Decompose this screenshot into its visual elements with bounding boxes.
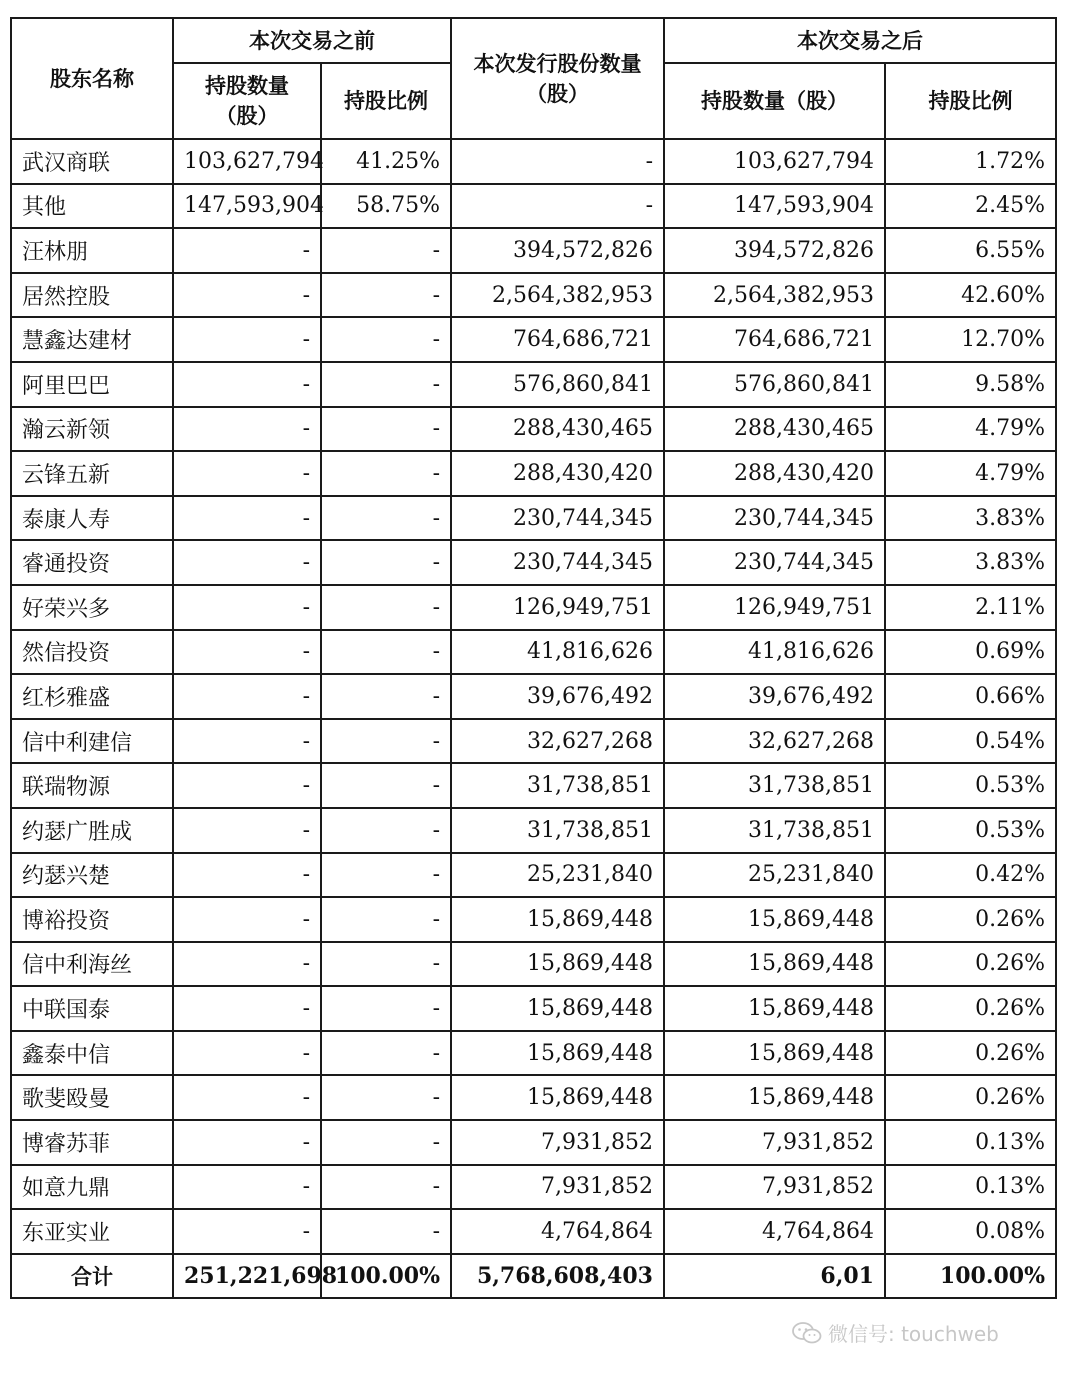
table-row bbox=[11, 585, 1056, 630]
cell-before-ratio: - bbox=[321, 540, 451, 585]
cell-before-ratio: - bbox=[321, 1165, 451, 1210]
table-row bbox=[11, 362, 1056, 407]
cell-after-ratio: 42.60% bbox=[885, 273, 1056, 318]
cell-name: 如意九鼎 bbox=[11, 1165, 173, 1210]
cell-name: 瀚云新领 bbox=[11, 407, 173, 452]
cell-name: 红杉雅盛 bbox=[11, 674, 173, 719]
table-row bbox=[11, 1075, 1056, 1120]
cell-issued: 7,931,852 bbox=[451, 1120, 664, 1165]
cell-after-ratio: 0.42% bbox=[885, 853, 1056, 898]
cell-issued: 15,869,448 bbox=[451, 1031, 664, 1076]
cell-issued: 31,738,851 bbox=[451, 763, 664, 808]
table-row bbox=[11, 451, 1056, 496]
wechat-icon bbox=[792, 1322, 822, 1344]
table-row bbox=[11, 407, 1056, 452]
table-row bbox=[11, 273, 1056, 318]
cell-before-ratio: - bbox=[321, 942, 451, 987]
cell-after-ratio: 12.70% bbox=[885, 317, 1056, 362]
cell-before-ratio: - bbox=[321, 763, 451, 808]
total-row bbox=[11, 1254, 1056, 1298]
cell-after-ratio: 0.13% bbox=[885, 1120, 1056, 1165]
cell-before-qty: - bbox=[173, 1031, 321, 1076]
cell-before-qty: 147,593,904 bbox=[173, 184, 321, 229]
cell-after-qty: 576,860,841 bbox=[664, 362, 885, 407]
cell-after-qty: 230,744,345 bbox=[664, 540, 885, 585]
cell-after-ratio: 3.83% bbox=[885, 496, 1056, 541]
cell-before-qty: - bbox=[173, 451, 321, 496]
cell-before-ratio: - bbox=[321, 1209, 451, 1254]
cell-name: 云锋五新 bbox=[11, 451, 173, 496]
cell-after-ratio: 0.13% bbox=[885, 1165, 1056, 1210]
table-row bbox=[11, 674, 1056, 719]
cell-after-ratio: 0.26% bbox=[885, 897, 1056, 942]
cell-before-qty: 103,627,794 bbox=[173, 139, 321, 184]
total-issued: 5,768,608,403 bbox=[451, 1254, 664, 1298]
cell-before-ratio: - bbox=[321, 317, 451, 362]
cell-after-qty: 7,931,852 bbox=[664, 1165, 885, 1210]
cell-issued: - bbox=[451, 184, 664, 229]
header-after-quantity: 持股数量（股） bbox=[664, 63, 885, 139]
cell-after-qty: 2,564,382,953 bbox=[664, 273, 885, 318]
cell-before-qty: - bbox=[173, 942, 321, 987]
cell-name: 鑫泰中信 bbox=[11, 1031, 173, 1076]
table-row bbox=[11, 853, 1056, 898]
cell-after-qty: 15,869,448 bbox=[664, 897, 885, 942]
cell-name: 东亚实业 bbox=[11, 1209, 173, 1254]
cell-issued: 288,430,420 bbox=[451, 451, 664, 496]
cell-issued: 15,869,448 bbox=[451, 897, 664, 942]
cell-before-qty: - bbox=[173, 1209, 321, 1254]
total-before-ratio: 100.00% bbox=[321, 1254, 451, 1298]
cell-name: 约瑟广胜成 bbox=[11, 808, 173, 853]
table-row bbox=[11, 139, 1056, 184]
cell-issued: 41,816,626 bbox=[451, 630, 664, 675]
cell-after-qty: 31,738,851 bbox=[664, 763, 885, 808]
cell-after-ratio: 2.45% bbox=[885, 184, 1056, 229]
cell-name: 居然控股 bbox=[11, 273, 173, 318]
cell-before-qty: - bbox=[173, 407, 321, 452]
cell-before-qty: - bbox=[173, 808, 321, 853]
header-before-ratio: 持股比例 bbox=[321, 63, 451, 139]
cell-before-ratio: - bbox=[321, 1031, 451, 1076]
cell-after-ratio: 3.83% bbox=[885, 540, 1056, 585]
cell-before-ratio: - bbox=[321, 228, 451, 273]
cell-after-qty: 103,627,794 bbox=[664, 139, 885, 184]
cell-after-ratio: 0.54% bbox=[885, 719, 1056, 764]
cell-issued: 32,627,268 bbox=[451, 719, 664, 764]
cell-issued: 230,744,345 bbox=[451, 540, 664, 585]
cell-issued: 394,572,826 bbox=[451, 228, 664, 273]
table-row bbox=[11, 184, 1056, 229]
cell-after-qty: 15,869,448 bbox=[664, 1075, 885, 1120]
cell-name: 其他 bbox=[11, 184, 173, 229]
cell-before-ratio: - bbox=[321, 273, 451, 318]
cell-issued: 4,764,864 bbox=[451, 1209, 664, 1254]
cell-before-qty: - bbox=[173, 719, 321, 764]
cell-before-ratio: - bbox=[321, 719, 451, 764]
table-row bbox=[11, 1209, 1056, 1254]
cell-issued: - bbox=[451, 139, 664, 184]
cell-before-qty: - bbox=[173, 273, 321, 318]
cell-before-ratio: - bbox=[321, 986, 451, 1031]
cell-after-ratio: 0.53% bbox=[885, 763, 1056, 808]
cell-after-ratio: 4.79% bbox=[885, 407, 1056, 452]
watermark-text: 微信号: touchweb bbox=[828, 1322, 999, 1346]
cell-before-qty: - bbox=[173, 362, 321, 407]
table-row bbox=[11, 1120, 1056, 1165]
header-after-transaction: 本次交易之后 bbox=[664, 18, 1056, 63]
table-row bbox=[11, 630, 1056, 675]
cell-after-ratio: 0.26% bbox=[885, 1031, 1056, 1076]
cell-before-qty: - bbox=[173, 585, 321, 630]
cell-before-qty: - bbox=[173, 496, 321, 541]
cell-after-qty: 764,686,721 bbox=[664, 317, 885, 362]
cell-issued: 126,949,751 bbox=[451, 585, 664, 630]
cell-after-qty: 32,627,268 bbox=[664, 719, 885, 764]
cell-name: 博睿苏菲 bbox=[11, 1120, 173, 1165]
cell-after-ratio: 0.26% bbox=[885, 942, 1056, 987]
cell-before-ratio: - bbox=[321, 853, 451, 898]
cell-after-ratio: 6.55% bbox=[885, 228, 1056, 273]
cell-issued: 2,564,382,953 bbox=[451, 273, 664, 318]
table-row bbox=[11, 1031, 1056, 1076]
cell-after-qty: 394,572,826 bbox=[664, 228, 885, 273]
cell-after-qty: 288,430,420 bbox=[664, 451, 885, 496]
cell-before-ratio: 41.25% bbox=[321, 139, 451, 184]
cell-name: 睿通投资 bbox=[11, 540, 173, 585]
cell-issued: 15,869,448 bbox=[451, 986, 664, 1031]
cell-before-ratio: - bbox=[321, 808, 451, 853]
cell-before-ratio: - bbox=[321, 585, 451, 630]
header-before-transaction: 本次交易之前 bbox=[173, 18, 451, 63]
shareholding-table bbox=[10, 17, 1057, 1299]
table-row bbox=[11, 317, 1056, 362]
header-shareholder-name: 股东名称 bbox=[11, 18, 173, 139]
cell-issued: 15,869,448 bbox=[451, 1075, 664, 1120]
cell-before-ratio: - bbox=[321, 451, 451, 496]
cell-after-qty: 31,738,851 bbox=[664, 808, 885, 853]
cell-before-qty: - bbox=[173, 317, 321, 362]
table-row bbox=[11, 897, 1056, 942]
cell-after-qty: 15,869,448 bbox=[664, 986, 885, 1031]
cell-before-qty: - bbox=[173, 1120, 321, 1165]
table-row bbox=[11, 228, 1056, 273]
cell-before-ratio: - bbox=[321, 1120, 451, 1165]
cell-before-qty: - bbox=[173, 1075, 321, 1120]
cell-before-qty: - bbox=[173, 853, 321, 898]
cell-before-qty: - bbox=[173, 763, 321, 808]
cell-after-ratio: 9.58% bbox=[885, 362, 1056, 407]
cell-after-ratio: 4.79% bbox=[885, 451, 1056, 496]
cell-issued: 31,738,851 bbox=[451, 808, 664, 853]
total-before-qty: 251,221,698 bbox=[173, 1254, 321, 1298]
cell-before-qty: - bbox=[173, 1165, 321, 1210]
cell-issued: 230,744,345 bbox=[451, 496, 664, 541]
cell-before-ratio: - bbox=[321, 1075, 451, 1120]
watermark bbox=[792, 1318, 999, 1347]
cell-before-ratio: 58.75% bbox=[321, 184, 451, 229]
cell-after-qty: 7,931,852 bbox=[664, 1120, 885, 1165]
cell-after-ratio: 2.11% bbox=[885, 585, 1056, 630]
cell-after-ratio: 0.53% bbox=[885, 808, 1056, 853]
total-after-ratio: 100.00% bbox=[885, 1254, 1056, 1298]
cell-name: 汪林朋 bbox=[11, 228, 173, 273]
table-row bbox=[11, 986, 1056, 1031]
cell-before-ratio: - bbox=[321, 362, 451, 407]
table-row bbox=[11, 942, 1056, 987]
cell-issued: 576,860,841 bbox=[451, 362, 664, 407]
header-after-ratio: 持股比例 bbox=[885, 63, 1056, 139]
cell-name: 博裕投资 bbox=[11, 897, 173, 942]
cell-name: 慧鑫达建材 bbox=[11, 317, 173, 362]
cell-name: 信中利海丝 bbox=[11, 942, 173, 987]
table-row bbox=[11, 496, 1056, 541]
cell-issued: 7,931,852 bbox=[451, 1165, 664, 1210]
table-row bbox=[11, 808, 1056, 853]
cell-name: 歌斐殴曼 bbox=[11, 1075, 173, 1120]
cell-before-ratio: - bbox=[321, 630, 451, 675]
cell-after-qty: 126,949,751 bbox=[664, 585, 885, 630]
header-before-quantity: 持股数量（股） bbox=[173, 63, 321, 139]
cell-after-ratio: 0.26% bbox=[885, 986, 1056, 1031]
cell-after-qty: 147,593,904 bbox=[664, 184, 885, 229]
cell-before-qty: - bbox=[173, 674, 321, 719]
cell-name: 信中利建信 bbox=[11, 719, 173, 764]
cell-after-qty: 39,676,492 bbox=[664, 674, 885, 719]
cell-name: 好荣兴多 bbox=[11, 585, 173, 630]
table-row bbox=[11, 540, 1056, 585]
cell-name: 约瑟兴楚 bbox=[11, 853, 173, 898]
table-row bbox=[11, 763, 1056, 808]
cell-after-ratio: 0.08% bbox=[885, 1209, 1056, 1254]
cell-issued: 764,686,721 bbox=[451, 317, 664, 362]
cell-after-ratio: 0.66% bbox=[885, 674, 1056, 719]
cell-issued: 288,430,465 bbox=[451, 407, 664, 452]
cell-after-qty: 15,869,448 bbox=[664, 1031, 885, 1076]
cell-before-qty: - bbox=[173, 228, 321, 273]
cell-after-ratio: 1.72% bbox=[885, 139, 1056, 184]
cell-after-ratio: 0.26% bbox=[885, 1075, 1056, 1120]
cell-issued: 25,231,840 bbox=[451, 853, 664, 898]
cell-after-qty: 4,764,864 bbox=[664, 1209, 885, 1254]
total-after-qty: 6,01 bbox=[664, 1254, 885, 1298]
cell-after-ratio: 0.69% bbox=[885, 630, 1056, 675]
cell-issued: 15,869,448 bbox=[451, 942, 664, 987]
cell-name: 阿里巴巴 bbox=[11, 362, 173, 407]
cell-after-qty: 230,744,345 bbox=[664, 496, 885, 541]
cell-name: 武汉商联 bbox=[11, 139, 173, 184]
cell-name: 然信投资 bbox=[11, 630, 173, 675]
table-row bbox=[11, 719, 1056, 764]
cell-before-qty: - bbox=[173, 540, 321, 585]
cell-before-ratio: - bbox=[321, 496, 451, 541]
cell-after-qty: 41,816,626 bbox=[664, 630, 885, 675]
cell-before-qty: - bbox=[173, 897, 321, 942]
cell-name: 中联国泰 bbox=[11, 986, 173, 1031]
total-name: 合计 bbox=[11, 1254, 173, 1298]
cell-after-qty: 15,869,448 bbox=[664, 942, 885, 987]
cell-issued: 39,676,492 bbox=[451, 674, 664, 719]
cell-before-qty: - bbox=[173, 630, 321, 675]
cell-before-ratio: - bbox=[321, 897, 451, 942]
cell-before-ratio: - bbox=[321, 674, 451, 719]
cell-after-qty: 25,231,840 bbox=[664, 853, 885, 898]
header-issued-shares: 本次发行股份数量（股） bbox=[451, 18, 664, 139]
cell-before-qty: - bbox=[173, 986, 321, 1031]
table-row bbox=[11, 1165, 1056, 1210]
cell-after-qty: 288,430,465 bbox=[664, 407, 885, 452]
cell-before-ratio: - bbox=[321, 407, 451, 452]
cell-name: 联瑞物源 bbox=[11, 763, 173, 808]
cell-name: 泰康人寿 bbox=[11, 496, 173, 541]
